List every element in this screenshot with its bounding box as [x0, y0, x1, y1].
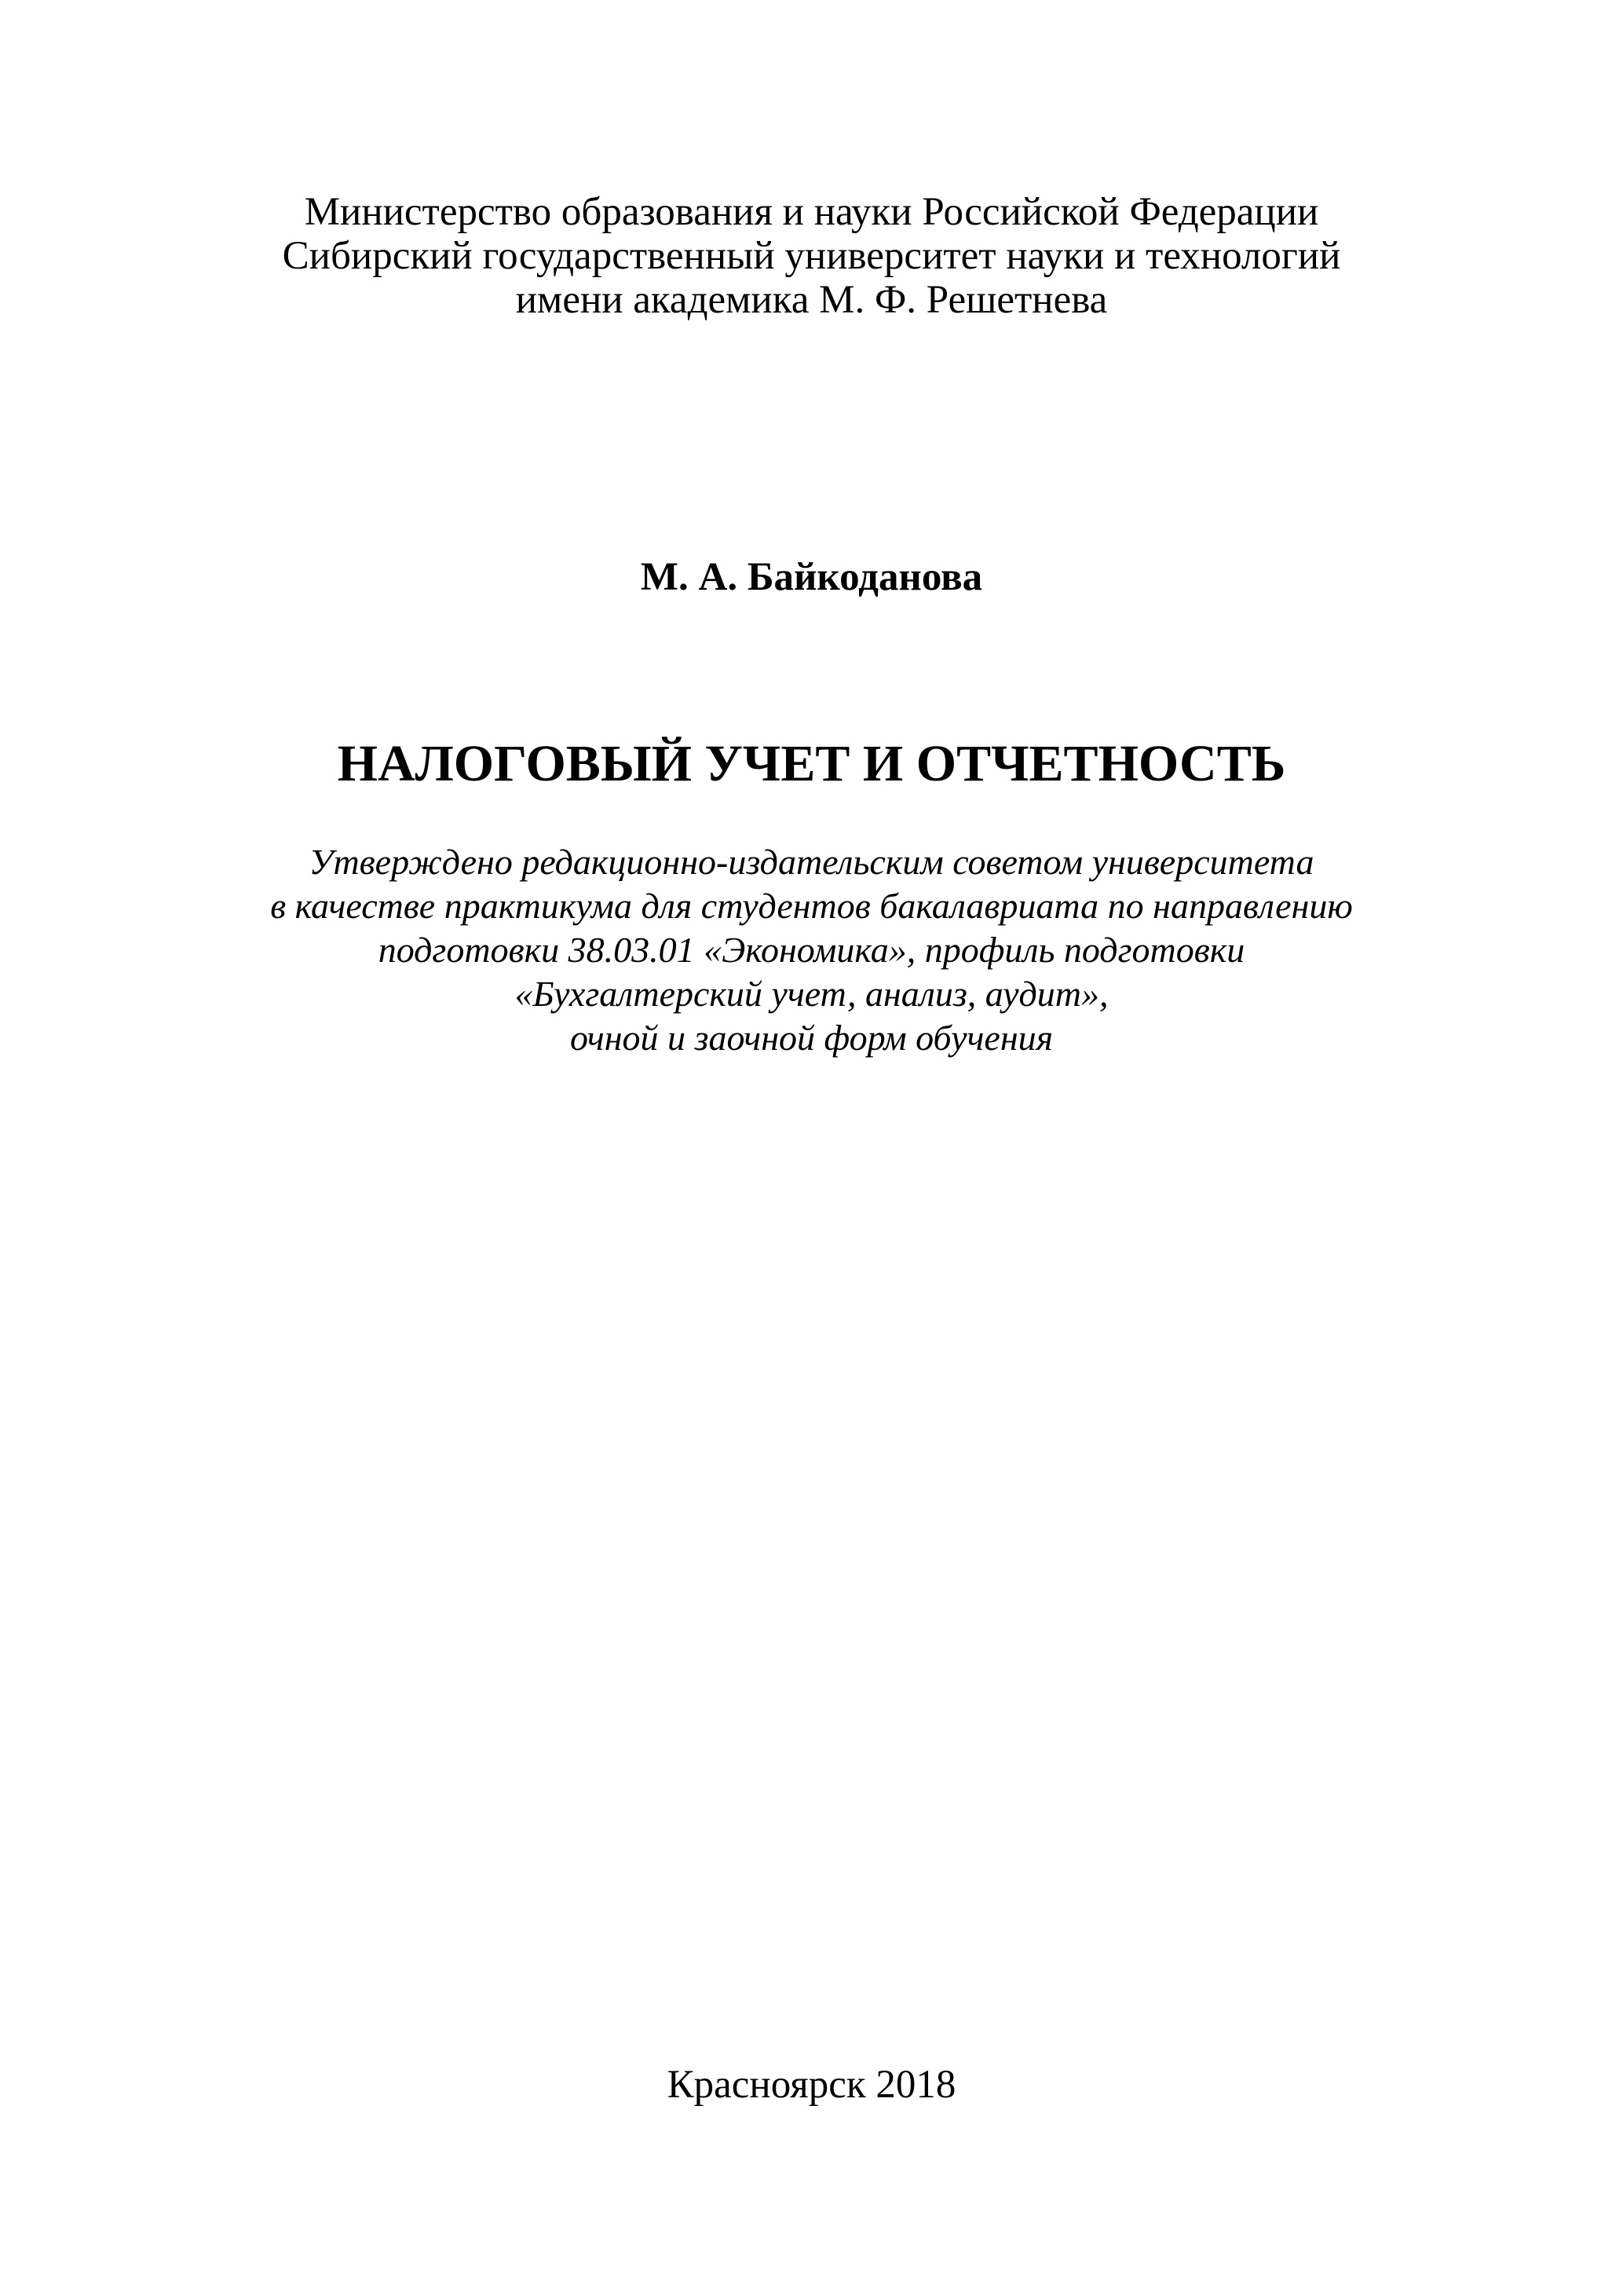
approval-line: очной и заочной форм обучения: [569, 1018, 1054, 1058]
approval-line: в качестве практикума для студентов бакалавриата по направлению: [270, 886, 1353, 926]
author-name: М. А. Байкоданова: [640, 555, 983, 599]
approval-line: подготовки 38.03.01 «Экономика», профиль подготовки: [378, 930, 1245, 970]
approval-line: Утверждено редакционно-издательским советом университета: [309, 842, 1314, 882]
document-title: НАЛОГОВЫЙ УЧЕТ И ОТЧЕТНОСТЬ: [337, 735, 1286, 792]
approval-statement: [0, 840, 1623, 1060]
approval-line: «Бухгалтерский учет, анализ, аудит»,: [514, 974, 1109, 1014]
institution-header: [0, 190, 1623, 322]
university-name-line: имени академика М. Ф. Решетнева: [515, 278, 1108, 322]
city-year: Красноярск 2018: [667, 2063, 956, 2107]
ministry-line: Министерство образования и науки Российской Федерации: [304, 190, 1319, 234]
university-line: Сибирский государственный университет науки и технологий: [282, 234, 1341, 278]
